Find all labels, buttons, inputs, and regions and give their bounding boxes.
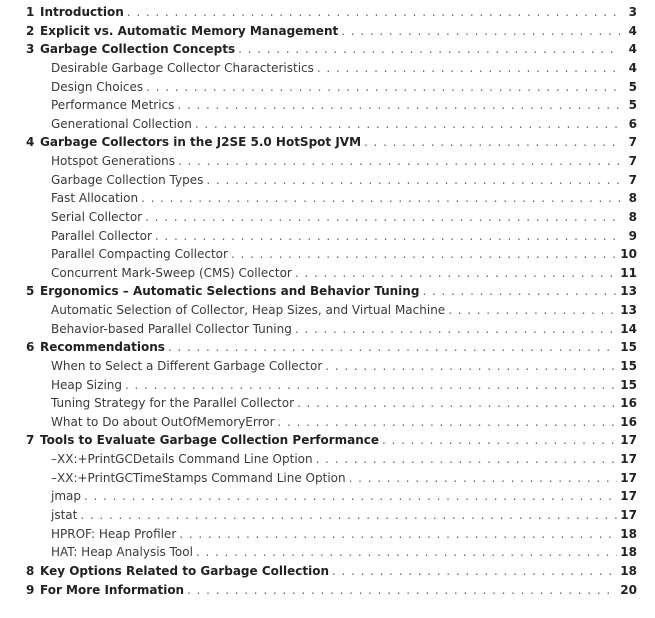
toc-section-entry[interactable] [0, 301, 655, 320]
page-number: 17 [620, 470, 637, 485]
toc-section-entry[interactable] [0, 413, 655, 432]
page-number: 5 [628, 98, 637, 113]
toc-section-entry[interactable] [0, 394, 655, 413]
page-number: 5 [628, 79, 637, 94]
dot-leader [278, 413, 618, 432]
toc-chapter-entry[interactable] [0, 282, 655, 301]
page-number: 18 [620, 563, 637, 578]
entry-title: Behavior-based Parallel Collector Tuning [51, 321, 292, 336]
chapter-number: 4 [26, 135, 35, 150]
dot-leader [382, 431, 617, 450]
page-number: 17 [620, 508, 637, 522]
chapter-number: 1 [26, 5, 35, 19]
chapter-number: 2 [26, 23, 35, 38]
page-number: 11 [620, 265, 637, 280]
dot-leader [196, 543, 617, 562]
page-number: 13 [620, 303, 637, 318]
dot-leader [448, 301, 617, 320]
toc-section-entry[interactable] [0, 208, 655, 227]
chapter-number: 7 [26, 433, 35, 448]
page-number: 17 [620, 489, 637, 504]
page-number: 20 [620, 582, 637, 597]
toc-section-entry[interactable] [0, 450, 655, 469]
dot-leader [422, 282, 617, 301]
toc-chapter-entry[interactable] [0, 338, 655, 357]
entry-title: Key Options Related to Garbage Collection [40, 563, 329, 578]
dot-leader [325, 357, 617, 376]
entry-title: Garbage Collectors in the J2SE 5.0 HotSpot JVM [40, 135, 362, 150]
dot-leader [238, 40, 620, 59]
entry-title: Generational Collection [51, 116, 192, 131]
dot-leader [84, 487, 617, 506]
dot-leader [297, 394, 617, 413]
page-number: 17 [620, 433, 637, 448]
entry-title: When to Select a Different Garbage Collector [51, 358, 323, 373]
toc-section-entry[interactable] [0, 171, 655, 190]
dot-leader [179, 525, 617, 544]
toc-chapter-entry[interactable] [0, 3, 655, 22]
dot-leader [332, 562, 617, 581]
toc-section-entry[interactable] [0, 264, 655, 283]
dot-leader [187, 581, 617, 600]
entry-title: Heap Sizing [51, 377, 122, 392]
dot-leader [295, 320, 617, 339]
entry-title: Performance Metrics [51, 98, 175, 113]
page-number: 15 [620, 358, 637, 373]
toc-section-entry[interactable] [0, 78, 655, 97]
toc-chapter-entry[interactable] [0, 562, 655, 581]
entry-title: –XX:+PrintGCDetails Command Line Option [51, 452, 313, 467]
toc-section-entry[interactable] [0, 227, 655, 246]
toc-section-entry[interactable] [0, 245, 655, 264]
dot-leader [177, 96, 620, 115]
page-number: 15 [620, 340, 637, 355]
dot-leader [317, 59, 620, 78]
page-number: 13 [620, 284, 637, 299]
page-number: 18 [620, 526, 637, 541]
toc-section-entry[interactable] [0, 189, 655, 208]
dot-leader [295, 264, 617, 283]
dot-leader [125, 376, 617, 395]
entry-title: What to Do about OutOfMemoryError [51, 414, 275, 429]
dot-leader [349, 469, 618, 488]
page-number: 15 [620, 377, 637, 392]
page-number: 7 [628, 154, 637, 169]
dot-leader [80, 506, 617, 525]
page-number: 6 [628, 116, 637, 131]
toc-section-entry[interactable] [0, 59, 655, 78]
entry-title: Explicit vs. Automatic Memory Management [40, 23, 339, 38]
toc-section-entry[interactable] [0, 152, 655, 171]
toc-chapter-entry[interactable] [0, 40, 655, 59]
dot-leader [341, 22, 620, 41]
page-number: 7 [628, 135, 637, 150]
entry-title: Automatic Selection of Collector, Heap Sizes, and Virtual Machine [51, 303, 446, 318]
entry-title: HAT: Heap Analysis Tool [51, 545, 193, 560]
entry-title: Recommendations [40, 340, 165, 355]
toc-section-entry[interactable] [0, 487, 655, 506]
dot-leader [316, 450, 618, 469]
dot-leader [127, 3, 620, 22]
chapter-number: 6 [26, 340, 35, 355]
page-number: 7 [628, 172, 637, 187]
toc-chapter-entry[interactable] [0, 431, 655, 450]
dot-leader [145, 208, 620, 227]
page-number: 14 [620, 321, 637, 336]
page-number: 8 [628, 209, 637, 224]
page-number: 3 [628, 5, 637, 19]
entry-title: Fast Allocation [51, 191, 139, 206]
entry-title: Tuning Strategy for the Parallel Collector [51, 396, 295, 411]
page-number: 10 [620, 247, 637, 262]
dot-leader [206, 171, 620, 190]
entry-title: HPROF: Heap Profiler [51, 526, 177, 541]
entry-title: Parallel Compacting Collector [51, 247, 228, 262]
toc-section-entry[interactable] [0, 115, 655, 134]
toc-section-entry[interactable] [0, 525, 655, 544]
entry-title: Parallel Collector [51, 228, 152, 243]
dot-leader [168, 338, 617, 357]
toc-section-entry[interactable] [0, 506, 655, 525]
entry-title: Ergonomics – Automatic Selections and Behavior Tuning [40, 284, 420, 299]
dot-leader [141, 189, 620, 208]
chapter-number: 3 [26, 42, 35, 57]
dot-leader [178, 152, 620, 171]
toc-section-entry[interactable] [0, 320, 655, 339]
page-number: 17 [620, 452, 637, 467]
toc-section-entry[interactable] [0, 543, 655, 562]
entry-title: Serial Collector [51, 209, 143, 224]
page-number: 4 [628, 23, 637, 38]
entry-title: jstat [51, 508, 78, 522]
toc-section-entry[interactable] [0, 376, 655, 395]
entry-title: Hotspot Generations [51, 154, 175, 169]
dot-leader [231, 245, 617, 264]
chapter-number: 8 [26, 563, 35, 578]
toc-chapter-entry[interactable] [0, 581, 655, 600]
page-number: 18 [620, 545, 637, 560]
toc-section-entry[interactable] [0, 357, 655, 376]
dot-leader [364, 133, 620, 152]
chapter-number: 9 [26, 582, 35, 597]
entry-title: Tools to Evaluate Garbage Collection Performance [40, 433, 380, 448]
toc-chapter-entry[interactable] [0, 133, 655, 152]
entry-title: Design Choices [51, 79, 144, 94]
entry-title: For More Information [40, 582, 185, 597]
dot-leader [155, 227, 620, 246]
toc-section-entry[interactable] [0, 469, 655, 488]
chapter-number: 5 [26, 284, 35, 299]
page-number: 16 [620, 396, 637, 411]
toc-chapter-entry[interactable] [0, 22, 655, 41]
page-number: 4 [628, 42, 637, 57]
entry-title: jmap [51, 489, 81, 504]
entry-title: Concurrent Mark-Sweep (CMS) Collector [51, 265, 292, 280]
toc-section-entry[interactable] [0, 96, 655, 115]
entry-title: –XX:+PrintGCTimeStamps Command Line Option [51, 470, 346, 485]
page-number: 4 [628, 60, 637, 75]
entry-title: Garbage Collection Concepts [40, 42, 236, 57]
page-number: 8 [628, 191, 637, 206]
page-number: 16 [620, 414, 637, 429]
entry-title: Introduction [40, 5, 124, 19]
dot-leader [146, 78, 620, 97]
entry-title: Garbage Collection Types [51, 172, 204, 187]
dot-leader [195, 115, 620, 134]
page-number: 9 [628, 228, 637, 243]
entry-title: Desirable Garbage Collector Characteristics [51, 60, 314, 75]
